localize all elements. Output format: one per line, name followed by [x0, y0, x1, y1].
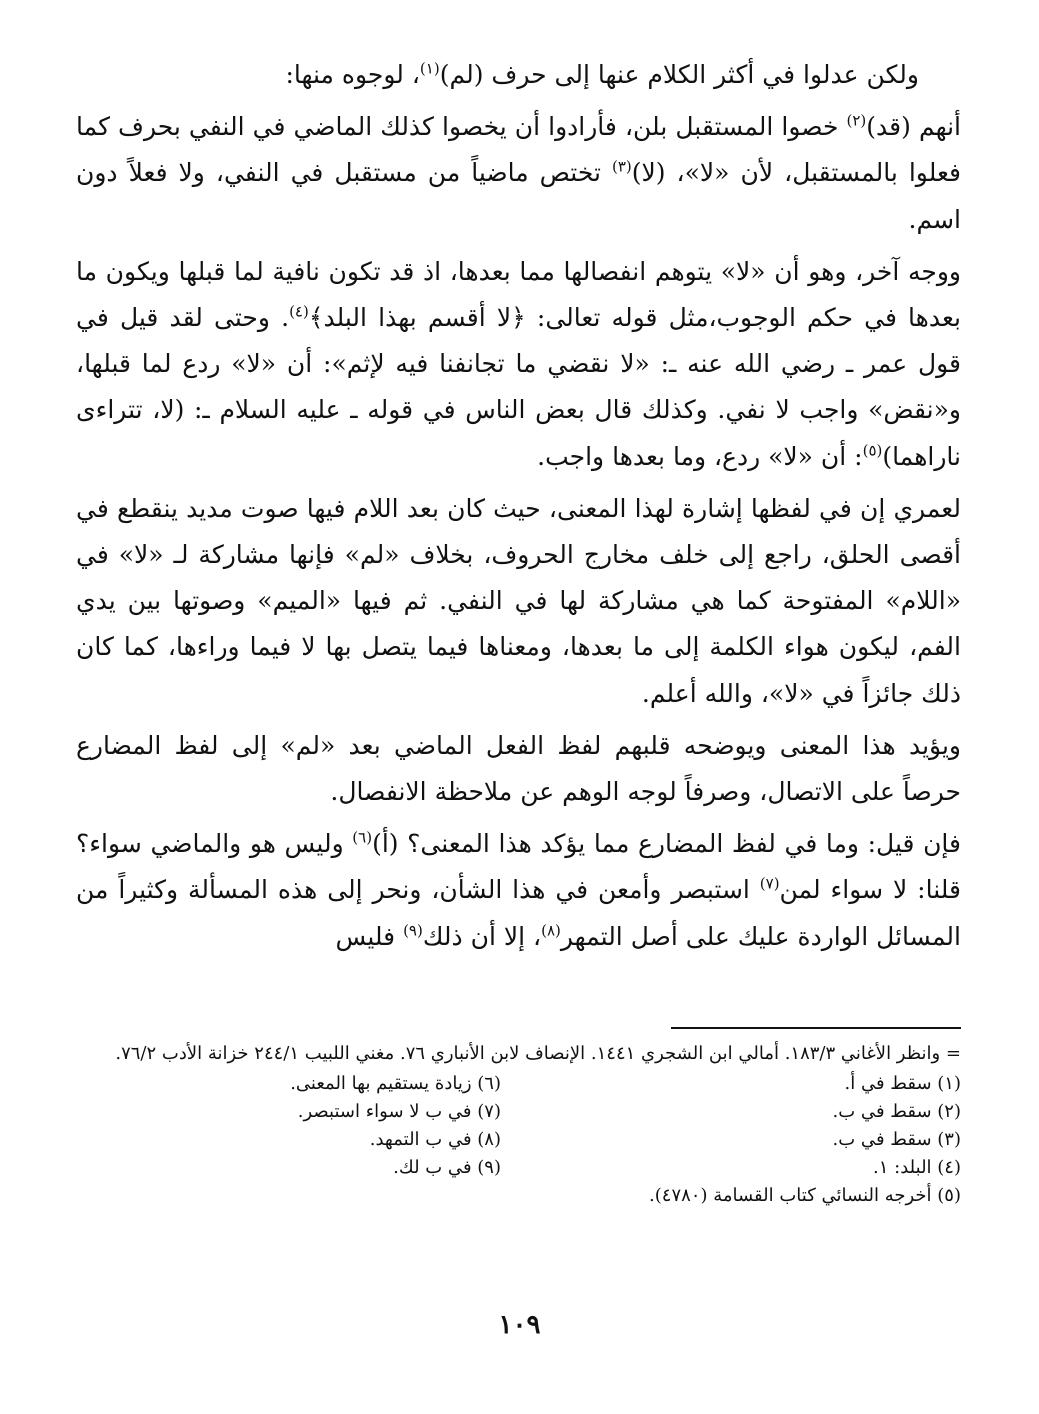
text-run: أنهم (قد) — [866, 112, 962, 142]
paragraph-3 — [76, 249, 961, 480]
text-run: وليس هو والماضي سواء؟ قلنا: لا سواء لمن — [76, 829, 961, 905]
page-number: ١٠٩ — [498, 1310, 541, 1340]
footnote-4: (٤) البلد: ١. — [873, 1157, 961, 1178]
footnote-columns — [76, 1070, 961, 1210]
footnote-marker: (٤) — [289, 302, 309, 321]
footnote-continuation: = وانظر الأغاني ١٨٣/٣. أمالي ابن الشجري ١٤٤١. الإنصاف لابن الأنباري ٧٦. مغني اللبيب ٢٤٤/١ خزانة الأدب ٧٦/٢. — [115, 1043, 961, 1064]
text-run: ووجه آخر، وهو أن «لا» يتوهم انفصالها مما بعدها، اذ قد تكون نافية لما قبلها ويكون ما بعدها في حكم الوجوب،مثل قوله تعالى: ﴿لا أقسم بهذا البلد﴾ — [76, 256, 961, 333]
text-run: ، لوجوه منها: — [285, 60, 420, 89]
footnote-marker: (٣) — [611, 158, 632, 177]
text-run: : أن «لا» ردع، وما بعدها واجب. — [537, 441, 863, 471]
footnote-5: (٥) أخرجه النسائي كتاب القسامة (٤٧٨٠). — [649, 1185, 961, 1206]
footnote-marker: (٥) — [862, 441, 883, 460]
text-run: خصوا المستقبل بلن، فأرادوا أن يخصوا كذلك الماضي في النفي بحرف كما فعلوا بالمستقبل، لأن «لا»، (لا) — [76, 112, 961, 188]
footnote-3: (٣) سقط في ب. — [832, 1129, 961, 1150]
paragraph-6 — [76, 821, 961, 960]
text-run: تختص ماضياً من مستقبل في النفي، ولا فعلاً دون اسم. — [76, 158, 961, 234]
text-run: فإن قيل: وما في لفظ المضارع مما يؤكد هذا المعنى؟ (أ) — [372, 829, 961, 859]
footnote-marker: (٦) — [352, 828, 373, 847]
footnote-separator — [671, 1027, 961, 1029]
footnote-marker: (١) — [419, 59, 440, 78]
main-text — [76, 52, 961, 960]
footnote-8: (٨) في ب التمهد. — [369, 1129, 501, 1150]
footnote-marker: (٢) — [846, 111, 867, 130]
footnote-column-left — [76, 1070, 501, 1210]
text-run: ويؤيد هذا المعنى ويوضحه قلبهم لفظ الفعل الماضي بعد «لم» إلى لفظ المضارع حرصاً على الاتصال، وصرفاً لوجه الوهم عن ملاحظة الانفصال. — [76, 730, 961, 807]
footnote-column-right — [501, 1070, 961, 1210]
text-run: ولكن عدلوا في أكثر الكلام عنها إلى حرف (لم) — [439, 60, 919, 89]
text-run: فليس — [335, 921, 404, 951]
footnote-9: (٩) في ب لك. — [393, 1157, 501, 1178]
paragraph-2 — [76, 104, 961, 243]
footnote-1: (١) سقط في أ. — [844, 1073, 961, 1094]
footnote-6: (٦) زيادة يستقيم بها المعنى. — [290, 1073, 501, 1094]
footnote-7: (٧) في ب لا سواء استبصر. — [297, 1101, 501, 1122]
text-run: لعمري إن في لفظها إشارة لهذا المعنى، حيث كان بعد اللام فيها صوت مديد ينقطع في أقصى الحلق، راجع إلى خلف مخارج الحروف، بخلاف «لم» فإنها مشاركة لـ «لا» في «اللام» المفتوحة كما هي مشاركة لها في النفي. ثم فيها «الميم» وصوتها بين يدي الفم، ليكون هواء الكلمة إلى ما بعدها، ومعناها فيما يتصل بها لا فيما وراءها، كما كان ذلك جائزاً في «لا»، والله أعلم. — [76, 493, 961, 708]
text-run: . وحتى لقد قيل في قول عمر ـ رضي الله عنه ـ: «لا نقضي ما تجانفنا فيه لإثم»: أن «لا» ردع لما قبلها، و«نقض» واجب لا نفي. وكذلك قال بعض الناس في قوله ـ عليه السلام ـ: (لا، تتراءى ناراهما) — [76, 303, 961, 471]
footnotes — [76, 1040, 961, 1210]
paragraph-5 — [76, 723, 961, 815]
paragraph-4 — [76, 486, 961, 717]
paragraph-1 — [76, 52, 961, 98]
footnote-marker: (٩) — [403, 921, 423, 940]
text-run: استبصر وأمعن في هذا الشأن، ونحر إلى هذه المسألة وكثيراً من المسائل الواردة عليك على أصل التمهر — [76, 875, 961, 951]
footnote-marker: (٧) — [759, 875, 780, 894]
footnote-2: (٢) سقط في ب. — [832, 1101, 961, 1122]
text-run: ، إلا أن ذلك — [422, 921, 542, 951]
footnote-marker: (٨) — [541, 921, 561, 940]
